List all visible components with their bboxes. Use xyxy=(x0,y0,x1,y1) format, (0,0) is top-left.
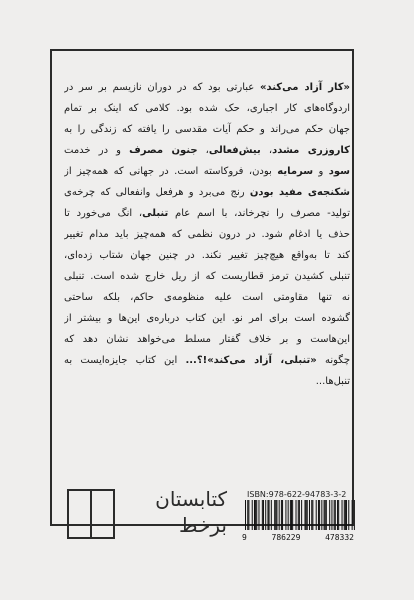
synopsis-run: ، xyxy=(260,145,273,156)
barcode-bar xyxy=(281,500,282,530)
barcode-bar xyxy=(324,500,325,530)
synopsis-run: جهان حکم می‌راند و حکم آیات مقدسی را یافته که زندگی را به xyxy=(64,124,350,135)
synopsis-emphasis: کاروزری مشدد xyxy=(272,145,350,156)
barcode-bar xyxy=(247,500,248,530)
isbn-label: ISBN:978-622-94783-3-2 xyxy=(247,490,347,499)
barcode-bar xyxy=(279,500,280,530)
publisher-name xyxy=(122,486,227,538)
barcode-digits xyxy=(242,533,354,542)
barcode-bar xyxy=(262,500,263,530)
barcode-bar xyxy=(312,500,313,530)
publisher-logo-book-icon xyxy=(67,489,115,539)
barcode-bar xyxy=(316,500,317,530)
synopsis-line xyxy=(64,119,350,140)
synopsis-line xyxy=(64,287,350,308)
barcode-bar xyxy=(325,500,326,530)
synopsis-line xyxy=(64,203,350,224)
synopsis-run: این کتاب جایزه‌ایست به xyxy=(64,355,186,366)
synopsis-run: اردوگاه‌های کار اجباری، حک شده بود. کلامی که اینک بر تمام xyxy=(64,103,350,114)
barcode-bar xyxy=(252,500,253,530)
synopsis-run: نه تنها مقاومتی است علیه منظومه‌ی حاکم، بلکه ساحتی xyxy=(64,292,350,303)
synopsis-run: تولید- مصرف را نچرخاند، با اسم عام xyxy=(168,208,350,219)
barcode-bar xyxy=(269,500,270,530)
synopsis-emphasis: جنون مصرف xyxy=(129,145,198,156)
barcode-bar xyxy=(346,500,347,530)
synopsis-line xyxy=(64,161,350,182)
book-spine-line xyxy=(90,491,92,537)
synopsis-run: عبارتی بود که در دوران نازیسم بر سر در xyxy=(64,82,260,93)
synopsis-emphasis: بیش‌فعالی xyxy=(208,145,261,156)
synopsis-line xyxy=(64,77,350,98)
barcode-bar xyxy=(274,500,275,530)
barcode-bar xyxy=(354,500,355,530)
synopsis-line xyxy=(64,350,350,371)
synopsis-run: رنج می‌برد و هرفعل وانفعالی که چرخه‌ی xyxy=(64,187,250,198)
barcode-bar xyxy=(299,500,300,530)
synopsis-run: کند تا به‌واقع هیچ‌چیز تغییر نکند. در چنین جهان شتاب زده‌ای، xyxy=(64,250,350,261)
synopsis-emphasis: شکنجه‌ی مفید بودن xyxy=(249,187,350,198)
synopsis-emphasis: «تنبلی، آزاد می‌کند»!؟... xyxy=(185,355,317,366)
synopsis-line xyxy=(64,182,350,203)
barcode-bar xyxy=(256,500,257,530)
publisher-name-line1: کتابستان xyxy=(155,487,227,511)
barcode-bar xyxy=(321,500,322,530)
barcode-bar xyxy=(345,500,346,530)
barcode-bar xyxy=(342,500,343,530)
synopsis-line xyxy=(64,245,350,266)
barcode-bar xyxy=(307,500,308,530)
barcode-bar xyxy=(254,500,255,530)
barcode-bar xyxy=(275,500,276,530)
synopsis-line xyxy=(64,98,350,119)
barcode-bar xyxy=(326,500,327,530)
barcode-bar xyxy=(348,500,349,530)
synopsis-run: و xyxy=(313,166,329,177)
barcode-bar xyxy=(329,500,330,530)
barcode-bar xyxy=(276,500,277,530)
barcode-digits-lead: 9 xyxy=(242,533,247,542)
synopsis-run: حذف یا ادغام شود. در درون نظمی که همه‌چیز باید مدام تغییر xyxy=(64,229,350,240)
barcode-bar xyxy=(311,500,312,530)
barcode-bar xyxy=(288,500,289,530)
barcode-bar xyxy=(318,500,319,530)
barcode-bar xyxy=(265,500,266,530)
barcode-bar xyxy=(331,500,332,530)
barcode-bar xyxy=(352,500,353,530)
barcode-bar xyxy=(306,500,307,530)
synopsis-line xyxy=(64,371,350,392)
barcode-bar xyxy=(285,500,286,530)
barcode-bar xyxy=(335,500,336,530)
synopsis-line xyxy=(64,308,350,329)
synopsis-line xyxy=(64,224,350,245)
barcode-bar xyxy=(296,500,297,530)
barcode-digits-group1: 786229 xyxy=(271,533,301,542)
barcode-bar xyxy=(319,500,320,530)
barcode-bar xyxy=(304,500,305,530)
barcode-bar xyxy=(258,500,259,530)
synopsis-emphasis: «کار آزاد می‌کند» xyxy=(259,82,350,93)
barcode-bar xyxy=(292,500,293,530)
synopsis-run: تنبلی کشیدن ترمز قطاریست که از ریل خارج شده است. تنبلی xyxy=(64,271,350,282)
barcode-digits-group2: 478332 xyxy=(325,533,354,542)
barcode-bar xyxy=(344,500,345,530)
barcode-bar xyxy=(290,500,291,530)
synopsis-run: چگونه xyxy=(316,355,350,366)
barcode-bar xyxy=(282,500,283,530)
barcode-bar xyxy=(267,500,268,530)
synopsis-text xyxy=(64,77,350,392)
barcode xyxy=(245,500,355,530)
barcode-bar xyxy=(291,500,292,530)
barcode-bar xyxy=(301,500,302,530)
synopsis-run: ، انگ می‌خورد تا xyxy=(64,208,143,219)
barcode-bar xyxy=(248,500,249,530)
synopsis-run: و در خدمت xyxy=(64,145,130,156)
barcode-bar xyxy=(337,500,338,530)
synopsis-line xyxy=(64,329,350,350)
barcode-bar xyxy=(271,500,272,530)
synopsis-run: ، xyxy=(197,145,209,156)
publisher-name-line2: برخط xyxy=(179,513,227,537)
barcode-bar xyxy=(263,500,264,530)
synopsis-run: بودن، فروکاسته است. در جهانی که همه‌چیز از xyxy=(64,166,278,177)
barcode-bar xyxy=(334,500,335,530)
synopsis-run: این‌هاست و بر خلاف گفتار مسلط می‌خواهد نشان دهد که xyxy=(64,334,350,345)
synopsis-run: گشوده است برای امر نو. این کتاب درباره‌ی این‌ها و بیشتر از xyxy=(64,313,350,324)
barcode-bar xyxy=(255,500,256,530)
synopsis-emphasis: تنبلی xyxy=(142,208,169,219)
barcode-bar xyxy=(298,500,299,530)
synopsis-run: تنبل‌ها... xyxy=(315,376,350,387)
synopsis-emphasis: سرمایه xyxy=(277,166,314,177)
barcode-bar xyxy=(245,500,246,530)
synopsis-emphasis: سود xyxy=(328,166,350,177)
barcode-bar xyxy=(309,500,310,530)
barcode-bar xyxy=(338,500,339,530)
synopsis-line xyxy=(64,140,350,161)
synopsis-line xyxy=(64,266,350,287)
